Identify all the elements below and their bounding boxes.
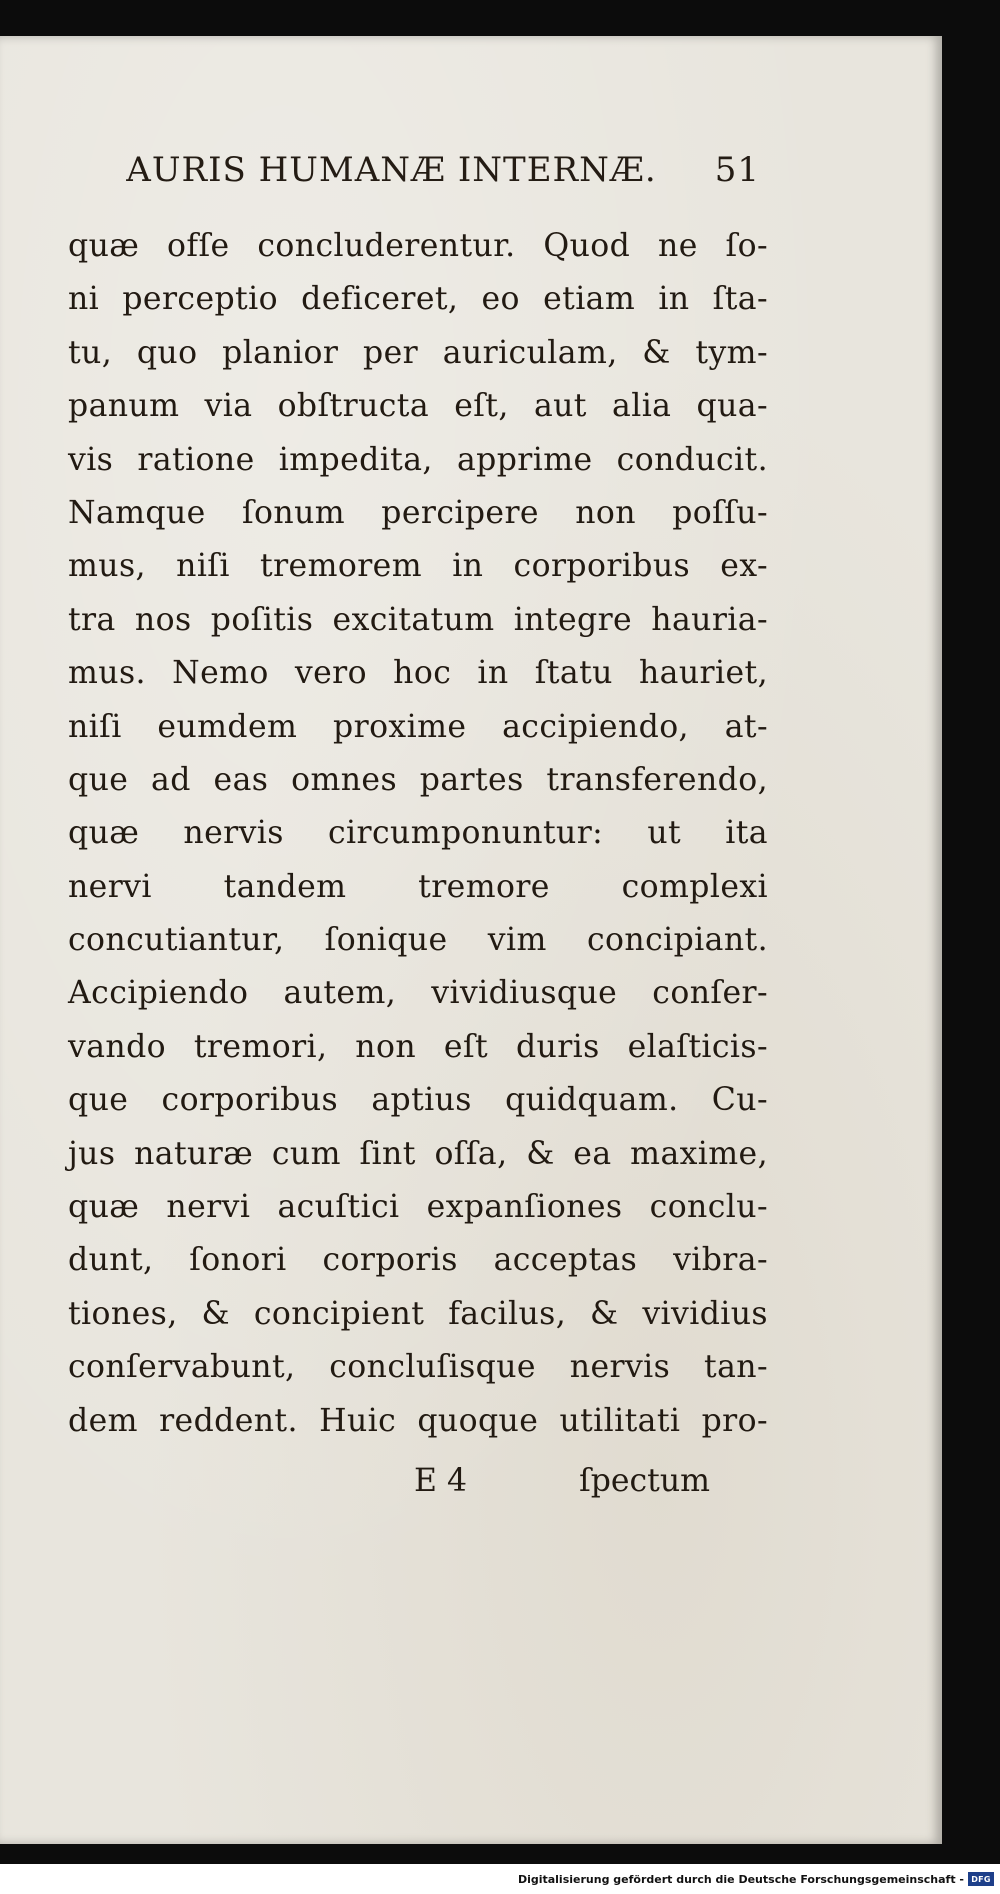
page-number: 51: [714, 150, 760, 190]
page-content: [68, 150, 768, 1508]
funding-attribution: [518, 1866, 994, 1892]
text-line: Namque ſonum percipere non poſſu-: [68, 494, 768, 531]
text-line: conſervabunt, concluſisque nervis tan-: [68, 1349, 768, 1386]
running-title: AURIS HUMANÆ INTERNÆ.: [126, 150, 657, 190]
dfg-logo-icon: DFG: [968, 1872, 994, 1886]
text-line: dunt, ſonori corporis acceptas vibra-: [68, 1242, 768, 1279]
book-page: [0, 36, 942, 1844]
text-line: tra nos poſitis excitatum integre hauria-: [68, 601, 768, 638]
running-head: [68, 150, 768, 202]
text-line: quæ nervi acuſtici expanſiones conclu-: [68, 1189, 768, 1226]
text-line: quæ nervis circumponuntur: ut ita: [68, 815, 768, 852]
page-footer: [68, 1454, 768, 1508]
text-line: Accipiendo autem, vividiusque conſer-: [68, 975, 768, 1012]
signature-mark: E 4: [414, 1462, 468, 1499]
text-line: mus, niſi tremorem in corporibus ex-: [68, 548, 768, 585]
body-text: [68, 220, 768, 1448]
text-line: vando tremori, non eſt duris elaſticis-: [68, 1028, 768, 1065]
text-line: quæ ofſe concluderentur. Quod ne ſo-: [68, 228, 768, 264]
text-line: concutiantur, ſonique vim concipiant.: [68, 922, 768, 959]
text-line: que corporibus aptius quidquam. Cu-: [68, 1082, 768, 1119]
text-line: mus. Nemo vero hoc in ſtatu hauriet,: [68, 655, 768, 692]
text-line: tiones, & concipient facilus, & vividius: [68, 1295, 768, 1332]
text-line: vis ratione impedita, apprime conducit.: [68, 441, 768, 478]
text-line: que ad eas omnes partes transferendo,: [68, 761, 768, 798]
attribution-text: Digitalisierung gefördert durch die Deutsche Forschungsgemeinschaft -: [517, 1872, 964, 1886]
text-line: dem reddent. Huic quoque utilitati pro-: [68, 1402, 768, 1439]
catchword: ſpectum: [579, 1462, 710, 1499]
text-line: nervi tandem tremore complexi: [68, 868, 768, 905]
text-line: ni perceptio deficeret, eo etiam in ſta-: [68, 281, 768, 318]
text-line: tu, quo planior per auriculam, & tym-: [68, 334, 768, 371]
text-line: panum via obſtructa eſt, aut alia qua-: [68, 388, 768, 425]
text-line: niſi eumdem proxime accipiendo, at-: [68, 708, 768, 745]
text-line: jus naturæ cum ſint oſſa, & ea maxime,: [68, 1135, 768, 1172]
